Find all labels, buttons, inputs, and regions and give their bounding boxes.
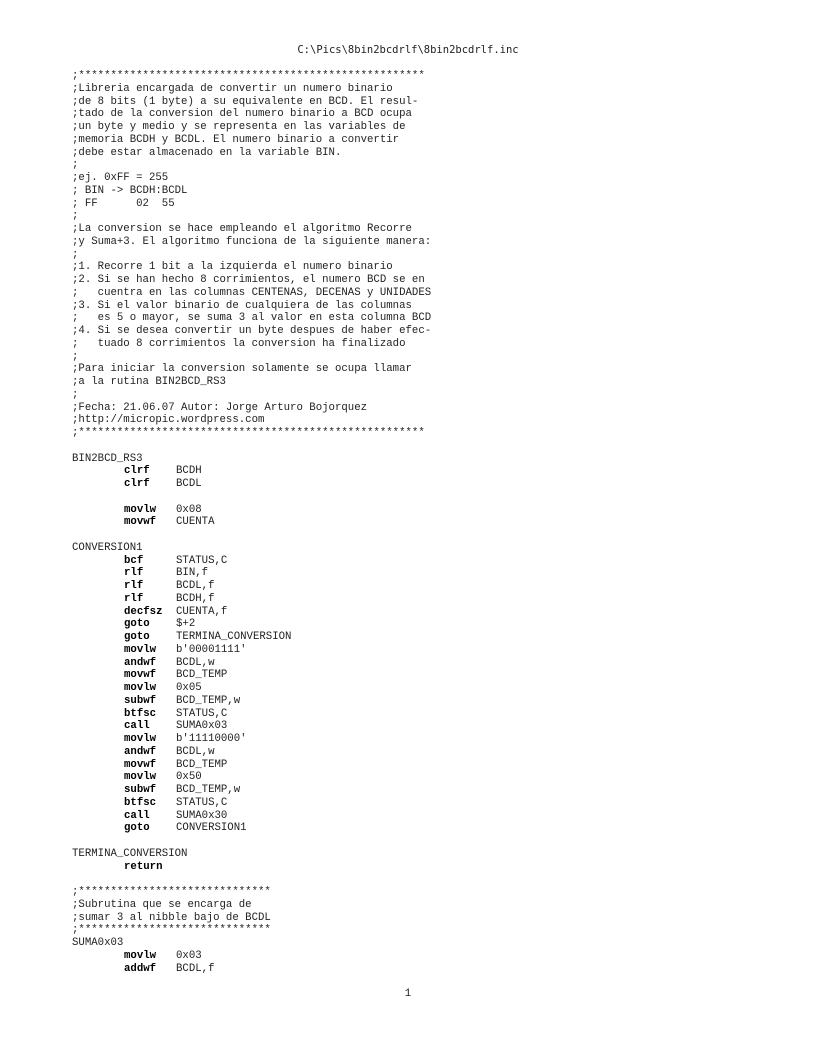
operand: 0x05 [176,682,202,694]
operand: BCDL,f [176,580,215,592]
blank-line [72,529,792,542]
label-line: CONVERSION1 [72,541,143,554]
comment-line: ;****************************************************** [72,427,425,439]
instruction-line [72,580,792,593]
mnemonic: call [124,720,150,733]
mnemonic: subwf [124,784,157,796]
operand: BCDH,f [176,592,215,605]
instruction-line [72,618,792,631]
blank-line [72,491,792,504]
mnemonic: clrf [124,465,150,478]
blank-line [72,873,792,886]
mnemonic: subwf [124,694,157,707]
instruction-line [72,644,792,657]
mnemonic: movwf [124,758,157,771]
comment-line: ;Subrutina que se encarga de [72,898,252,911]
instruction-line [72,963,792,976]
operand: BIN,f [176,567,209,580]
instruction-line [72,669,792,682]
mnemonic: clrf [124,478,150,490]
instruction-line [72,771,792,784]
operand: b'11110000' [176,733,247,745]
mnemonic: movlw [124,503,157,516]
comment-line: ; BIN -> BCDH:BCDL [72,184,188,197]
operand: $+2 [176,618,196,631]
label-line: SUMA0x03 [72,937,124,949]
mnemonic: bcf [124,554,144,567]
comment-line: ;a la rutina BIN2BCD_RS3 [72,376,226,388]
operand: SUMA0x30 [176,809,228,822]
mnemonic: rlf [124,580,144,592]
mnemonic: movlw [124,643,157,656]
mnemonic: goto [124,631,150,643]
mnemonic: goto [124,822,150,835]
comment-line: ;memoria BCDH y BCDL. El numero binario a convertir [72,133,400,146]
operand: STATUS,C [176,554,228,567]
mnemonic: movlw [124,733,157,745]
instruction-line [72,708,792,721]
mnemonic: decfsz [124,605,163,618]
operand: BCDH [176,465,202,478]
instruction-line [72,784,792,797]
operand: BCDL [176,478,202,490]
comment-line: ;tado de la conversion del numero binario a BCD ocupa [72,108,412,121]
operand: BCDL,w [176,656,215,669]
operand: SUMA0x03 [176,720,228,733]
comment-line: ;2. Si se han hecho 8 corrimientos, el numero BCD se en [72,274,425,286]
instruction-line [72,861,792,874]
instruction-line [72,555,792,568]
instruction-line [72,682,792,695]
comment-line: ; [72,388,79,401]
mnemonic: call [124,809,150,822]
operand: 0x50 [176,771,202,784]
instruction-line [72,950,792,963]
mnemonic: btfsc [124,707,157,720]
mnemonic: movlw [124,682,157,694]
mnemonic: goto [124,618,150,631]
comment-line: ; [72,350,79,363]
operand: BCD_TEMP [176,758,228,771]
comment-line: ; tuado 8 corrimientos la conversion ha finalizado [72,337,406,350]
operand: 0x08 [176,503,202,516]
comment-line: ;de 8 bits (1 byte) a su equivalente en BCD. El resul- [72,95,419,108]
comment-line: ;****************************** [72,886,271,898]
instruction-line [72,478,792,491]
mnemonic: movwf [124,669,157,682]
mnemonic: rlf [124,567,144,580]
comment-line: ;La conversion se hace empleando el algoritmo Recorre [72,223,412,235]
instruction-line [72,746,792,759]
operand: 0x03 [176,949,202,962]
mnemonic: rlf [124,592,144,605]
comment-line: ;****************************** [72,924,271,937]
blank-line [72,835,792,848]
comment-line: ;ej. 0xFF = 255 [72,172,169,184]
operand: CONVERSION1 [176,822,247,835]
instruction-line [72,720,792,733]
instruction-line [72,504,792,517]
mnemonic: movwf [124,516,157,529]
comment-line: ;Para iniciar la conversion solamente se ocupa llamar [72,363,412,376]
operand: CUENTA,f [176,605,228,618]
instruction-line [72,733,792,746]
mnemonic: andwf [124,745,157,758]
instruction-line [72,695,792,708]
operand: BCD_TEMP [176,669,228,682]
instruction-line [72,631,792,644]
comment-line: ;Libreria encargada de convertir un numero binario [72,82,393,95]
mnemonic: movlw [124,771,157,784]
instruction-line [72,465,792,478]
operand: BCDL,w [176,745,215,758]
instruction-line [72,593,792,606]
comment-line: ;3. Si el valor binario de cualquiera de las columnas [72,299,412,312]
instruction-line [72,822,792,835]
mnemonic: return [124,860,163,873]
operand: b'00001111' [176,643,247,656]
comment-line: ; FF 02 55 [72,197,175,210]
comment-line: ;y Suma+3. El algoritmo funciona de la siguiente manera: [72,235,432,248]
instruction-line [72,516,792,529]
operand: STATUS,C [176,707,228,720]
comment-line: ; [72,159,79,172]
comment-line: ;debe estar almacenado en la variable BIN. [72,146,342,159]
comment-line: ; cuentra en las columnas CENTENAS, DECENAS y UNIDADES [72,286,432,299]
label-line: BIN2BCD_RS3 [72,452,143,465]
page-number: 1 [404,988,412,1000]
comment-line: ;un byte y medio y se representa en las variables de [72,121,406,133]
instruction-line [72,567,792,580]
instruction-line [72,657,792,670]
comment-line: ;sumar 3 al nibble bajo de BCDL [72,911,271,924]
mnemonic: addwf [124,962,157,975]
comment-line: ;1. Recorre 1 bit a la izquierda el numero binario [72,261,393,274]
instruction-line [72,810,792,823]
comment-line: ;http://micropic.wordpress.com [72,414,265,427]
operand: TERMINA_CONVERSION [176,631,292,643]
comment-line: ;Fecha: 21.06.07 Autor: Jorge Arturo Bojorquez [72,401,368,414]
blank-line [72,440,792,453]
comment-line: ;****************************************************** [72,70,425,82]
operand: BCD_TEMP,w [176,694,241,707]
mnemonic: movlw [124,949,157,962]
code-listing [72,70,792,975]
operand: BCD_TEMP,w [176,784,241,796]
instruction-line [72,797,792,810]
operand: STATUS,C [176,796,228,809]
comment-line: ;4. Si se desea convertir un byte despues de haber efec- [72,325,432,337]
operand: BCDL,f [176,962,215,975]
comment-line: ; [72,248,79,261]
mnemonic: andwf [124,656,157,669]
mnemonic: btfsc [124,796,157,809]
operand: CUENTA [176,516,215,529]
comment-line: ; es 5 o mayor, se suma 3 al valor en esta columna BCD [72,312,432,325]
comment-line: ; [72,210,79,223]
instruction-line [72,759,792,772]
instruction-line [72,606,792,619]
page-header-file-path: C:\Pics\8bin2bcdrlf\8bin2bcdrlf.inc [297,44,519,56]
label-line: TERMINA_CONVERSION [72,847,188,860]
